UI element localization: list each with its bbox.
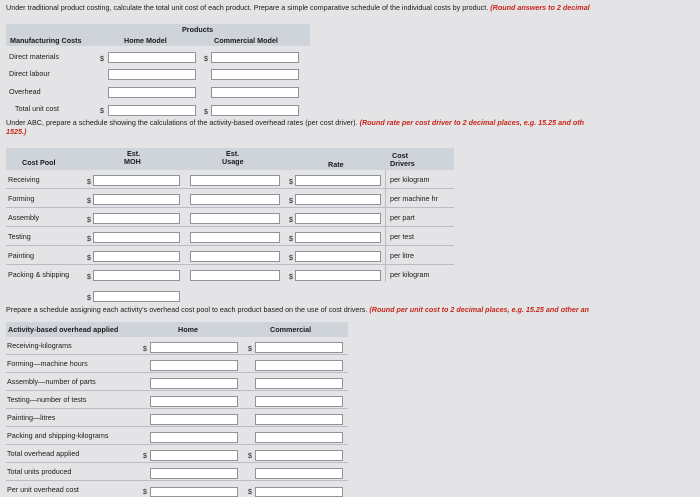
direct-materials-home-input[interactable] bbox=[108, 52, 196, 63]
testing-home-input[interactable] bbox=[150, 396, 238, 407]
currency-symbol: $ bbox=[289, 198, 293, 205]
cost-pool-label: Receiving bbox=[8, 175, 40, 184]
col-manufacturing-costs: Manufacturing Costs bbox=[10, 36, 82, 45]
activity-label: Forming—machine hours bbox=[7, 359, 88, 368]
row-divider bbox=[6, 372, 348, 373]
total-unit-cost-home-input[interactable] bbox=[108, 105, 196, 116]
total-unit-cost-commercial-input[interactable] bbox=[211, 105, 299, 116]
col-est-usage-2: Usage bbox=[222, 157, 244, 166]
cost-driver-label: per test bbox=[390, 232, 414, 241]
forming-commercial-input[interactable] bbox=[255, 360, 343, 371]
abc-rates-note-cont: 1525.) bbox=[6, 127, 27, 136]
painting-moh-input[interactable] bbox=[93, 251, 180, 262]
activity-label: Assembly—number of parts bbox=[7, 377, 96, 386]
products-header: Products bbox=[182, 25, 214, 34]
activity-label: Per unit overhead cost bbox=[7, 485, 79, 494]
receiving-commercial-input[interactable] bbox=[255, 342, 343, 353]
intro-instruction: Under traditional product costing, calculate the total unit cost of each product. Prepare a simple comparative schedule of the individual costs by product. (Round answers to 2 decimal bbox=[6, 3, 590, 12]
currency-symbol: $ bbox=[289, 179, 293, 186]
currency-symbol: $ bbox=[248, 453, 252, 460]
units-produced-commercial-input[interactable] bbox=[255, 468, 343, 479]
painting-rate-input[interactable] bbox=[295, 251, 381, 262]
currency-symbol: $ bbox=[248, 489, 252, 496]
cost-driver-label: per part bbox=[390, 213, 415, 222]
currency-symbol: $ bbox=[87, 274, 91, 281]
currency-symbol: $ bbox=[87, 198, 91, 205]
cost-pool-label: Assembly bbox=[8, 213, 40, 222]
testing-usage-input[interactable] bbox=[190, 232, 280, 243]
currency-symbol: $ bbox=[143, 453, 147, 460]
currency-symbol: $ bbox=[204, 56, 208, 63]
row-label: Direct labour bbox=[9, 69, 50, 78]
row-divider bbox=[6, 408, 348, 409]
col-commercial: Commercial bbox=[270, 325, 312, 334]
currency-symbol: $ bbox=[87, 236, 91, 243]
row-divider bbox=[6, 390, 348, 391]
currency-symbol: $ bbox=[100, 56, 104, 63]
col-home: Home bbox=[178, 325, 198, 334]
cost-driver-label: per kilogram bbox=[390, 270, 430, 279]
currency-symbol: $ bbox=[289, 255, 293, 262]
currency-symbol: $ bbox=[143, 489, 147, 496]
col-est-moh-1: Est. bbox=[127, 149, 141, 158]
assembly-moh-input[interactable] bbox=[93, 213, 180, 224]
currency-symbol: $ bbox=[143, 346, 147, 353]
col-cost-drivers-1: Cost bbox=[392, 151, 408, 160]
col-activity-overhead: Activity-based overhead applied bbox=[8, 325, 119, 334]
cost-driver-label: per machine hr bbox=[390, 194, 438, 203]
packing-shipping-moh-input[interactable] bbox=[93, 270, 180, 281]
activity-label: Receiving-kilograms bbox=[7, 341, 72, 350]
testing-rate-input[interactable] bbox=[295, 232, 381, 243]
per-unit-overhead-commercial-input[interactable] bbox=[255, 487, 343, 497]
forming-rate-input[interactable] bbox=[295, 194, 381, 205]
cost-pool-label: Forming bbox=[8, 194, 35, 203]
currency-symbol: $ bbox=[289, 274, 293, 281]
activity-label: Total overhead applied bbox=[7, 449, 80, 458]
currency-symbol: $ bbox=[204, 109, 208, 116]
direct-materials-commercial-input[interactable] bbox=[211, 52, 299, 63]
assembly-commercial-input[interactable] bbox=[255, 378, 343, 389]
testing-commercial-input[interactable] bbox=[255, 396, 343, 407]
painting-home-input[interactable] bbox=[150, 414, 238, 425]
currency-symbol: $ bbox=[87, 255, 91, 262]
cost-driver-label: per litre bbox=[390, 251, 414, 260]
assign-overhead-instruction: Prepare a schedule assigning each activity's overhead cost pool to each product based on the use of cost drivers. (Round per unit cost to 2 decimal places, e.g. 15.25 and other an bbox=[6, 305, 590, 314]
activity-label: Testing—number of tests bbox=[7, 395, 87, 404]
testing-moh-input[interactable] bbox=[93, 232, 180, 243]
currency-symbol: $ bbox=[87, 217, 91, 224]
row-divider bbox=[6, 462, 348, 463]
col-rate: Rate bbox=[328, 160, 344, 169]
overhead-commercial-input[interactable] bbox=[211, 87, 299, 98]
packing-shipping-usage-input[interactable] bbox=[190, 270, 280, 281]
col-cost-pool: Cost Pool bbox=[22, 158, 56, 167]
cost-pool-label: Painting bbox=[8, 251, 34, 260]
forming-usage-input[interactable] bbox=[190, 194, 280, 205]
forming-home-input[interactable] bbox=[150, 360, 238, 371]
cost-pool-label: Packing & shipping bbox=[8, 270, 70, 279]
units-produced-home-input[interactable] bbox=[150, 468, 238, 479]
cost-pool-label: Testing bbox=[8, 232, 31, 241]
currency-symbol: $ bbox=[87, 179, 91, 186]
assembly-rate-input[interactable] bbox=[295, 213, 381, 224]
currency-symbol: $ bbox=[289, 217, 293, 224]
forming-moh-input[interactable] bbox=[93, 194, 180, 205]
receiving-moh-input[interactable] bbox=[93, 175, 180, 186]
total-overhead-commercial-input[interactable] bbox=[255, 450, 343, 461]
assembly-usage-input[interactable] bbox=[190, 213, 280, 224]
row-divider bbox=[6, 226, 454, 227]
row-label: Direct materials bbox=[9, 52, 59, 61]
packing-shipping-commercial-input[interactable] bbox=[255, 432, 343, 443]
row-divider bbox=[6, 426, 348, 427]
col-home-model: Home Model bbox=[124, 36, 167, 45]
col-commercial-model: Commercial Model bbox=[214, 36, 278, 45]
row-divider bbox=[6, 245, 454, 246]
assembly-home-input[interactable] bbox=[150, 378, 238, 389]
direct-labour-commercial-input[interactable] bbox=[211, 69, 299, 80]
currency-symbol: $ bbox=[100, 108, 104, 115]
currency-symbol: $ bbox=[289, 236, 293, 243]
col-cost-drivers-2: Drivers bbox=[390, 159, 415, 168]
row-label: Total unit cost bbox=[15, 104, 59, 113]
currency-symbol: $ bbox=[87, 295, 91, 302]
overhead-home-input[interactable] bbox=[108, 87, 196, 98]
cost-driver-label: per kilogram bbox=[390, 175, 430, 184]
activity-label: Painting—litres bbox=[7, 413, 56, 422]
packing-shipping-home-input[interactable] bbox=[150, 432, 238, 443]
row-divider bbox=[6, 188, 454, 189]
abc-rates-instruction: Under ABC, prepare a schedule showing the calculations of the activity-based overhead rates (per cost driver). (Round rate per cost driver to 2 decimal places, e.g. 15.25 and oth bbox=[6, 118, 585, 127]
row-divider bbox=[6, 444, 348, 445]
currency-symbol: $ bbox=[248, 346, 252, 353]
per-unit-overhead-home-input[interactable] bbox=[150, 487, 238, 497]
receiving-home-input[interactable] bbox=[150, 342, 238, 353]
activity-label: Total units produced bbox=[7, 467, 72, 476]
row-divider bbox=[6, 354, 348, 355]
col-est-usage-1: Est. bbox=[226, 149, 240, 158]
painting-commercial-input[interactable] bbox=[255, 414, 343, 425]
activity-label: Packing and shipping-kilograms bbox=[7, 431, 109, 440]
row-label: Overhead bbox=[9, 87, 41, 96]
painting-usage-input[interactable] bbox=[190, 251, 280, 262]
direct-labour-home-input[interactable] bbox=[108, 69, 196, 80]
row-divider bbox=[6, 207, 454, 208]
col-est-moh-2: MOH bbox=[124, 157, 141, 166]
receiving-rate-input[interactable] bbox=[295, 175, 381, 186]
packing-shipping-rate-input[interactable] bbox=[295, 270, 381, 281]
row-divider bbox=[6, 264, 454, 265]
row-divider bbox=[6, 480, 348, 481]
receiving-usage-input[interactable] bbox=[190, 175, 280, 186]
total-overhead-home-input[interactable] bbox=[150, 450, 238, 461]
total-moh-input[interactable] bbox=[93, 291, 180, 302]
